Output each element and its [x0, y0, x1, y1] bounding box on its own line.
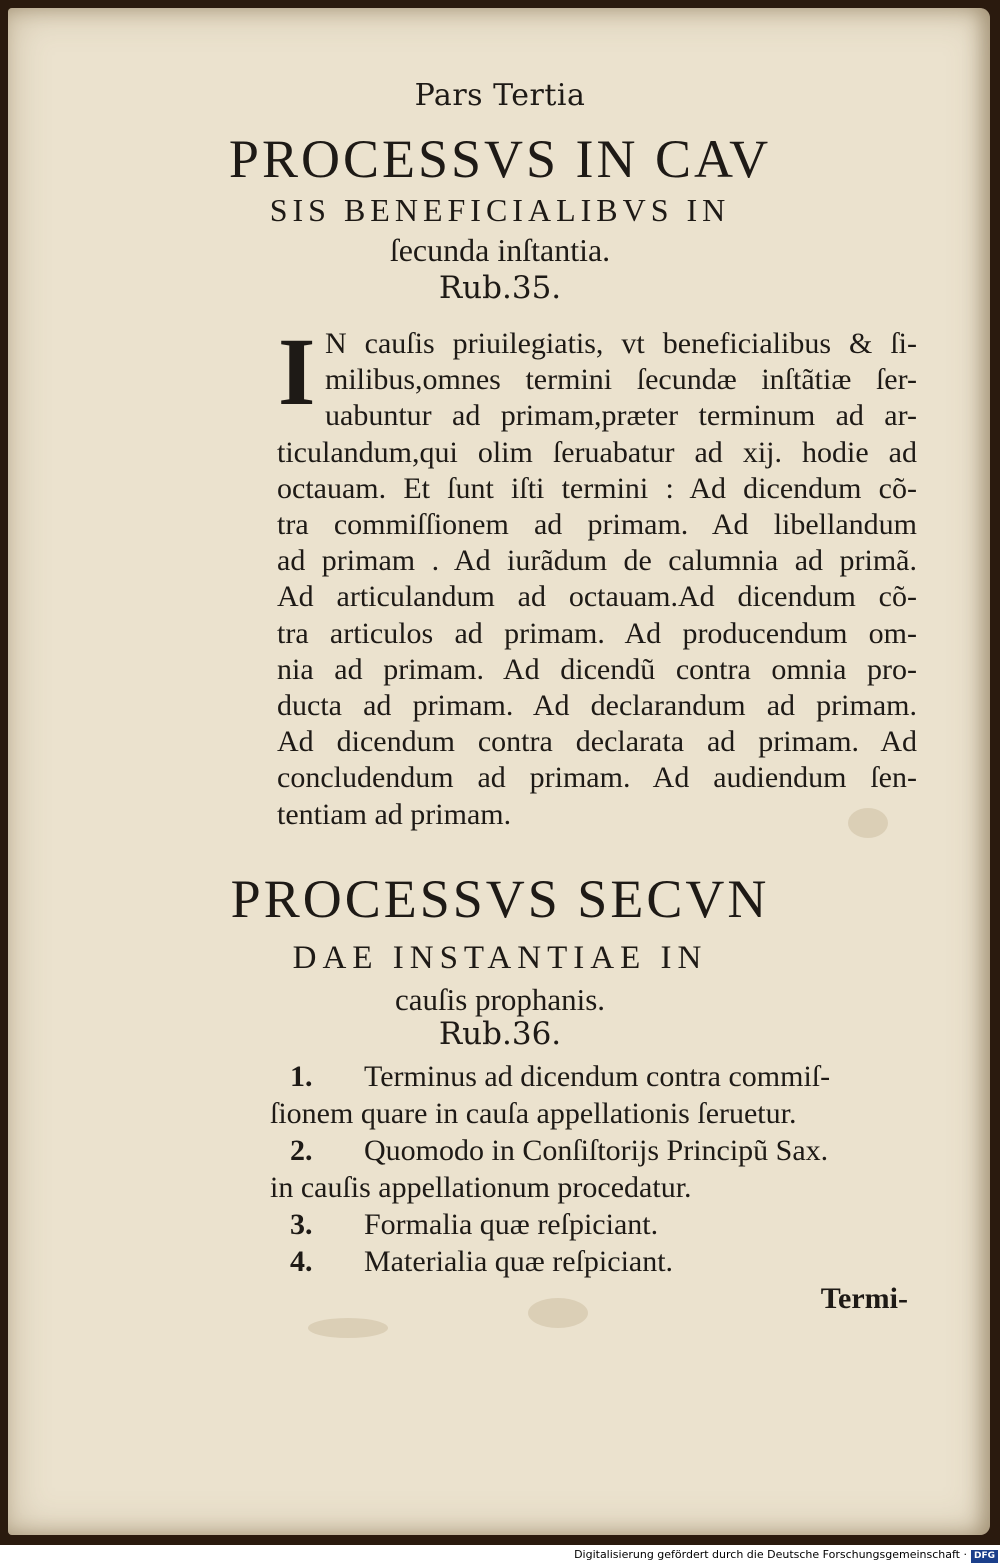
body-line: tra commiſſionem ad primam. Ad libellandum	[277, 508, 917, 542]
summary-number: 2.	[290, 1134, 313, 1167]
body-line: ad primam . Ad iurãdum de calumnia ad primã.	[277, 544, 917, 578]
funding-credit: Digitalisierung gefördert durch die Deutsche Forschungsgemeinschaft ·	[574, 1548, 967, 1561]
section1-title-line3: ſecunda inſtantia.	[389, 232, 611, 268]
body-line: concludendum ad primam. Ad audiendum ſen-	[277, 761, 917, 795]
summary-text: Terminus ad dicendum contra commiſ-	[364, 1060, 831, 1093]
section2-title-line2: DAE INSTANTIAE IN	[292, 940, 708, 976]
summary-text: Quomodo in Conſiſtorijs Principũ Sax.	[364, 1134, 829, 1167]
paper-stain	[308, 1318, 388, 1338]
summary-number: 1.	[290, 1060, 313, 1093]
summary-item	[270, 1243, 920, 1280]
summary-item	[270, 1132, 920, 1169]
section2-title-line3: cauſis prophanis.	[394, 982, 606, 1017]
body-line: ticulandum,qui olim ſeruabatur ad xij. hodie ad	[277, 435, 917, 469]
body-line: uabuntur ad primam,præter terminum ad ar-	[325, 399, 917, 433]
running-head: Pars Tertia	[414, 78, 586, 113]
paper-stain	[528, 1298, 588, 1328]
body-line: milibus,omnes termini ſecundæ inſtãtiæ ſer-	[325, 363, 917, 397]
summary-text-continued: ſionem quare in cauſa appellationis ſeruetur.	[270, 1097, 797, 1130]
summary-text-continued: in cauſis appellationum procedatur.	[270, 1171, 692, 1204]
catchword: Termi-	[820, 1282, 908, 1315]
body-paragraph	[277, 318, 917, 833]
drop-cap-initial: I	[278, 318, 316, 425]
body-line: tra articulos ad primam. Ad producendum om-	[277, 616, 917, 650]
body-line: octauam. Et ſunt iſti termini : Ad dicendum cõ-	[277, 471, 917, 505]
body-line: ducta ad primam. Ad declarandum ad primam.	[277, 689, 917, 723]
section1-title-line2: SIS BENEFICIALIBVS IN	[269, 192, 731, 228]
summary-list	[270, 1058, 920, 1280]
dfg-logo: DFG	[971, 1550, 998, 1563]
summary-number: 4.	[290, 1245, 313, 1278]
section1-title-line1: PROCESSVS IN CAV	[228, 129, 772, 189]
digitization-footer	[0, 1545, 1000, 1564]
summary-item	[270, 1058, 920, 1095]
body-line: nia ad primam. Ad dicendũ contra omnia pro-	[277, 652, 917, 686]
section2-rubric: Rub.36.	[438, 1016, 562, 1052]
body-line: N cauſis priuilegiatis, vt beneficialibus & ſi-	[325, 327, 917, 360]
summary-item	[270, 1206, 920, 1243]
summary-number: 3.	[290, 1208, 313, 1241]
body-line: Ad dicendum contra declarata ad primam. Ad	[277, 725, 917, 759]
summary-text: Formalia quæ reſpiciant.	[364, 1208, 659, 1241]
summary-text: Materialia quæ reſpiciant.	[364, 1245, 674, 1278]
section1-rubric: Rub.35.	[438, 270, 562, 306]
body-line: Ad articulandum ad octauam.Ad dicendum cõ-	[277, 580, 917, 614]
body-line: tentiam ad primam.	[277, 797, 512, 831]
section2-title-line1: PROCESSVS SECVN	[230, 869, 770, 929]
